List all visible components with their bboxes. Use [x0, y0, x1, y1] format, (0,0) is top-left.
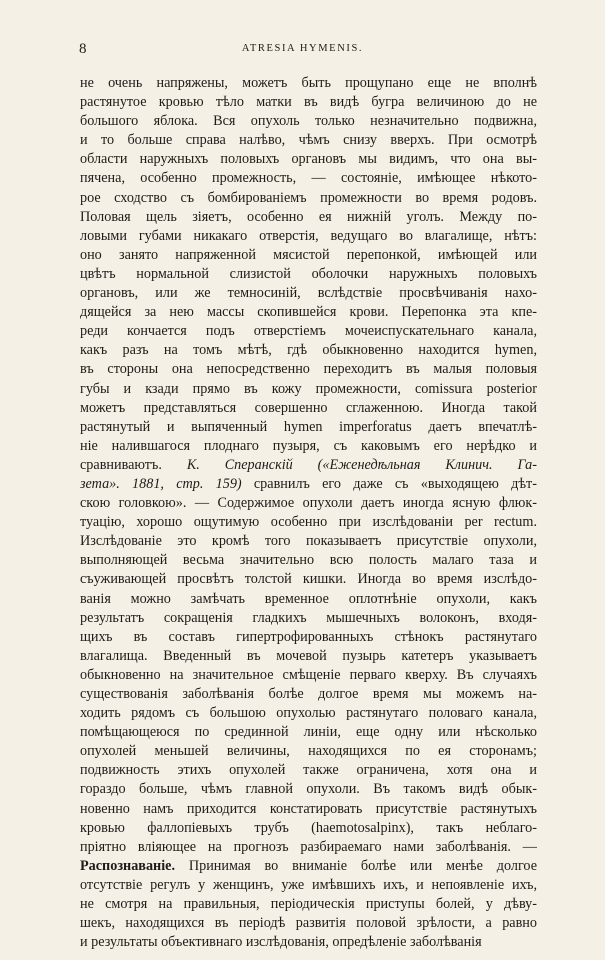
- text-line: [80, 742, 537, 761]
- text-line: [80, 475, 537, 494]
- text-segment: оно занято напряженной мясистой перепонкой, имѣющей или: [80, 246, 537, 263]
- text-segment: Принимая во вниманіе болѣе или менѣе долгое: [175, 857, 537, 874]
- text-segment: существованія заболѣванія болѣе долгое время мы можемъ на-: [80, 686, 537, 702]
- text-segment: не смотря на правильныя, періодическія приступы болей, у дѣву-: [80, 896, 537, 913]
- text-line: [80, 895, 537, 914]
- text-line: [80, 914, 537, 933]
- text-segment: ванія можно замѣчать временное оплотнѣніе опухоли, какъ: [80, 590, 537, 607]
- text-line: [80, 704, 537, 723]
- text-line: [80, 933, 537, 952]
- text-segment: щихъ въ составъ гипертрофированныхъ стѣнокъ растянутаго: [80, 628, 537, 645]
- text-line: [80, 857, 537, 876]
- text-line: [80, 341, 537, 360]
- text-line: [80, 513, 537, 532]
- text-line: [80, 590, 537, 609]
- text-line: [80, 227, 537, 246]
- text-segment: отсутствіе регулъ у женщинъ, уже имѣвшихъ ихъ, и непоявленіе ихъ,: [80, 876, 537, 893]
- text-segment: туацію, хорошо ощутимую особенно при изслѣдованіи per rectum.: [80, 514, 537, 531]
- text-line: [80, 838, 537, 857]
- text-segment: дящейся за нею массы скопившейся крови. Перепонка эта кпе-: [80, 304, 537, 321]
- text-segment: какъ разъ на томъ мѣтѣ, гдѣ обыкновенно находится hymen,: [80, 342, 537, 359]
- text-line: [80, 437, 537, 456]
- text-segment: и результаты объективнаго изслѣдованія, опредѣленіе заболѣванія: [80, 934, 482, 951]
- section-heading: Распознаваніе.: [80, 857, 176, 874]
- text-line: [80, 532, 537, 551]
- text-segment: шекъ, находящихся въ періодѣ развитія половой зрѣлости, а равно: [80, 915, 537, 932]
- text-line: [80, 265, 537, 284]
- text-line: [80, 303, 537, 322]
- text-segment: кровью фаллопіевыхъ трубъ (haemotosalpinx), такъ неблаго-: [80, 819, 537, 836]
- text-line: [80, 456, 537, 475]
- citation-text: зета». 1881, стр. 159): [80, 475, 242, 492]
- text-line: [80, 246, 537, 265]
- text-line: [80, 380, 537, 399]
- text-segment: пріятно вліяющее на прогнозъ разбираемаго нами заболѣванія. —: [80, 838, 537, 855]
- text-segment: не очень напряжены, можетъ быть прощупано еще не вполнѣ: [80, 75, 537, 91]
- text-line: [80, 666, 537, 685]
- text-line: [80, 494, 537, 513]
- text-line: [80, 418, 537, 437]
- text-segment: большого яблока. Вся опухоль только незначительно подвижна,: [80, 113, 537, 130]
- text-line: [80, 685, 537, 704]
- citation-text: К. Сперанскій («Еженедѣльная Клинич. Га-: [186, 456, 537, 473]
- text-line: [80, 647, 537, 666]
- text-segment: ходить рядомъ съ большою опухолью растянутаго половаго канала,: [80, 705, 537, 722]
- text-segment: растянутый и выпяченный hymen imperforatus даетъ впечатлѣ-: [80, 418, 537, 435]
- text-segment: новенно намъ приходится констатировать присутствіе растянутыхъ: [80, 800, 537, 817]
- text-segment: цвѣтъ нормальной слизистой оболочки наружныхъ половыхъ: [80, 265, 537, 282]
- text-segment: обыкновенно на значительное смѣщеніе перваго кверху. Въ случаяхъ: [80, 666, 537, 683]
- text-line: [80, 284, 537, 303]
- running-head: ATRESIA HYMENIS.: [241, 43, 364, 54]
- text-segment: пячена, особенно промежность, — состояніе, имѣющее нѣкото-: [80, 170, 537, 187]
- text-line: [80, 112, 537, 131]
- text-segment: скою головкою». — Содержимое опухоли даетъ иногда ясную флюк-: [80, 495, 537, 512]
- text-line: [80, 761, 537, 780]
- text-segment: влагалища. Введенный въ мочевой пузырь катетеръ указываетъ: [80, 647, 537, 664]
- text-segment: и то больше справа налѣво, чѣмъ снизу вверхъ. При осмотрѣ: [80, 132, 537, 149]
- text-segment: выполняющей весьма значительно всю полость малаго таза и: [80, 552, 537, 569]
- text-segment: области наружныхъ половыхъ органовъ мы видимъ, что она вы-: [80, 151, 537, 168]
- text-line: [80, 322, 537, 341]
- text-segment: губы и кзади прямо въ кожу промежности, comissura posterior: [80, 380, 537, 397]
- text-line: [80, 800, 537, 819]
- text-segment: органовъ, или же темносиній, вслѣдствіе просвѣчиванія нахо-: [80, 285, 537, 302]
- body-text: [80, 74, 537, 952]
- page-number: 8: [79, 41, 87, 57]
- text-line: [80, 93, 537, 112]
- text-line: [80, 609, 537, 628]
- text-line: [80, 399, 537, 418]
- text-segment: результатъ сокращенія гладкихъ мышечныхъ волоконъ, входя-: [80, 609, 537, 626]
- text-line: [80, 131, 537, 150]
- text-line: [80, 74, 537, 93]
- text-line: [80, 723, 537, 742]
- text-line: [80, 819, 537, 838]
- text-segment: можетъ представляться совершенно сглаженною. Иногда такой: [80, 399, 537, 416]
- text-line: [80, 551, 537, 570]
- text-line: [80, 208, 537, 227]
- text-segment: помѣщающеюся по срединной линіи, еще одну или нѣсколько: [80, 724, 537, 741]
- text-line: [80, 876, 537, 895]
- text-segment: подвижность этихъ опухолей также ограничена, хотя она и: [80, 762, 537, 779]
- text-segment: сравнилъ его даже съ «выходящею дѣт-: [241, 475, 537, 492]
- text-line: [80, 169, 537, 188]
- text-line: [80, 780, 537, 799]
- text-segment: ніе налившагося плоднаго пузыря, съ каковымъ его нерѣдко и: [80, 437, 537, 454]
- text-segment: гораздо больше, чѣмъ главной опухоли. Въ такомъ видѣ обык-: [80, 781, 537, 798]
- text-line: [80, 360, 537, 379]
- page-header: [0, 41, 605, 61]
- text-segment: опухолей меньшей величины, находящихся по ея сторонамъ;: [80, 743, 537, 760]
- text-line: [80, 628, 537, 647]
- text-segment: Изслѣдованіе это кромѣ того показываетъ присутствіе опухоли,: [80, 533, 537, 550]
- text-line: [80, 570, 537, 589]
- text-line: [80, 150, 537, 169]
- text-segment: Половая щель зіяетъ, особенно ея нижній уголъ. Между по-: [80, 208, 537, 225]
- text-segment: съуживающей просвѣтъ толстой кишки. Иногда во время изслѣдо-: [80, 571, 537, 588]
- text-segment: въ стороны она непосредственно переходитъ въ малыя половыя: [80, 361, 537, 378]
- text-line: [80, 189, 537, 208]
- text-segment: рое сходство съ бомбированіемъ промежности во время родовъ.: [80, 189, 537, 206]
- text-segment: реди кончается подъ отверстіемъ мочеиспускательнаго канала,: [80, 323, 537, 340]
- text-segment: ловыми губами никакаго отверстія, ведущаго во влагалище, нѣтъ:: [80, 227, 537, 244]
- text-segment: растянутое кровью тѣло матки въ видѣ бугра величиною до не: [80, 94, 537, 111]
- text-segment: сравниваютъ.: [80, 456, 187, 473]
